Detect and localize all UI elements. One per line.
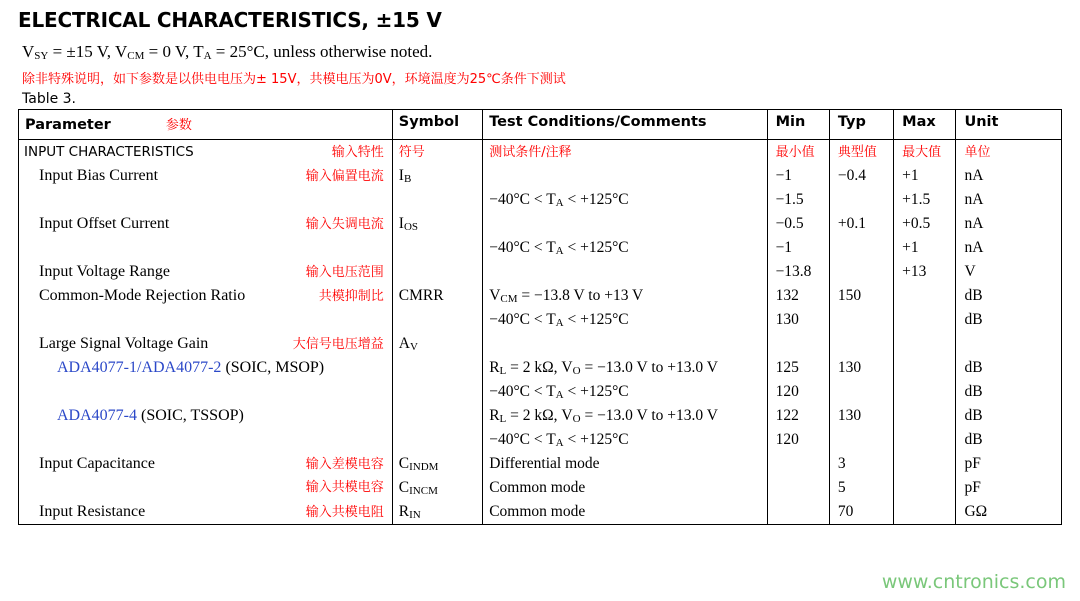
table-row-parameter [19,164,392,188]
parameter-column [19,140,393,525]
typ-value: 130 [837,407,862,424]
min-column [767,140,829,525]
table-row-min [768,476,829,500]
table-header-row [19,110,1062,140]
unit-value: nA [964,167,984,184]
table-row-symbol [393,476,482,500]
table-row-min [768,380,829,404]
min-value: 120 [775,383,799,400]
table-row-symbol [393,332,482,356]
table-row-conditions [483,164,766,188]
max-value: +1.5 [902,191,931,208]
table-row-max [894,332,955,356]
table-row-unit [956,500,1061,524]
parameter-label: Input Resistance [39,503,146,520]
test-conditions-line [22,42,1080,62]
specifications-table [18,109,1062,525]
symbol-value [393,239,399,256]
table-row-max [894,452,955,476]
parameter-label: ADA4077-1/ADA4077-2 (SOIC, MSOP) [57,359,325,376]
min-value: −1.5 [775,191,804,208]
table-row-conditions [483,236,766,260]
unit-value: dB [964,287,983,304]
unit-column [956,140,1062,525]
table-row-max [894,212,955,236]
parameter-label-cn: 输入电压范围 [305,265,384,280]
table-row-min [768,260,829,284]
parameter-label-cn: 输入共模电容 [305,480,384,495]
max-value: +13 [902,263,927,280]
table-row-unit [956,212,1061,236]
table-row-unit [956,164,1061,188]
symbol-value: CMRR [398,287,444,304]
unit-value: 单位 [964,145,991,160]
table-row-symbol [393,212,482,236]
conditions-text: VSY = ±15 V, VCM = 0 V, TA = 25°C, unless otherwise noted. [22,42,433,62]
unit-value: nA [964,215,984,232]
table-row-max [894,284,955,308]
max-value [894,335,902,352]
column-header-parameter [19,110,393,140]
column-header-min: Min [767,110,829,140]
table-row-conditions [483,212,766,236]
parameter-label: INPUT CHARACTERISTICS [24,144,194,160]
typ-value: 3 [837,455,846,472]
table-row-min [768,212,829,236]
table-row-parameter [19,452,392,476]
table-row-unit [956,236,1061,260]
max-value [894,359,902,376]
table-row-max [894,476,955,500]
symbol-value: IB [398,167,412,185]
unit-value: nA [964,239,984,256]
conditions-value: −40°C < TA < +125°C [489,239,629,257]
max-value: +0.5 [902,215,931,232]
table-row-unit [956,428,1061,452]
max-value [894,287,902,304]
typ-value: +0.1 [837,215,866,232]
typ-value [830,311,838,328]
max-value [894,479,902,496]
max-value [894,407,902,424]
table-row-symbol [393,140,482,164]
table-row-min [768,164,829,188]
parameter-label-cn: 输入特性 [331,145,384,160]
typ-value: 5 [837,479,846,496]
table-row-parameter [19,260,392,284]
table-row-symbol [393,308,482,332]
max-value: +1 [902,239,919,256]
conditions-value: −40°C < TA < +125°C [489,311,629,329]
min-value: 130 [775,311,799,328]
table-row-unit [956,452,1061,476]
symbol-value: AV [398,335,418,353]
table-row-typ [830,476,893,500]
table-row-typ [830,212,893,236]
table-row-conditions [483,308,766,332]
table-row-symbol [393,356,482,380]
table-row-typ [830,380,893,404]
table-row-unit [956,404,1061,428]
table-row-conditions [483,404,766,428]
parameter-label: Input Bias Current [39,167,159,184]
max-value: +1 [902,167,919,184]
table-row-unit [956,332,1061,356]
table-row-parameter [19,356,392,380]
table-row-conditions [483,284,766,308]
symbol-value: IOS [398,215,419,233]
table-row-symbol [393,284,482,308]
conditions-translation: 除非特殊说明，如下参数是以供电电压为± 15V，共模电压为0V，环境温度为25℃条件下测试 [22,72,566,87]
table-row-max [894,308,955,332]
table-row-min [768,428,829,452]
max-value [894,455,902,472]
table-row-conditions [483,476,766,500]
conditions-value [483,215,489,232]
conditions-column [483,140,767,525]
table-row-conditions [483,380,766,404]
min-value: 132 [775,287,799,304]
typ-value [830,335,838,352]
typ-value [830,239,838,256]
max-value [894,431,902,448]
table-row-typ [830,428,893,452]
table-row-conditions [483,332,766,356]
unit-value: dB [964,431,983,448]
conditions-value: −40°C < TA < +125°C [489,383,629,401]
table-row-symbol [393,404,482,428]
table-row-max [894,236,955,260]
symbol-value [393,383,399,400]
parameter-label: Input Voltage Range [39,263,170,280]
table-row-conditions [483,356,766,380]
table-row-typ [830,140,893,164]
document-page [0,8,1080,601]
parameter-label-cn: 输入失调电流 [305,217,384,232]
table-row-max [894,428,955,452]
table-row-parameter [19,188,392,212]
conditions-value: −40°C < TA < +125°C [489,191,629,209]
typ-value [830,263,838,280]
symbol-value [393,191,399,208]
page-title: ELECTRICAL CHARACTERISTICS, ±15 V [18,8,442,32]
table-row-max [894,164,955,188]
min-value: 120 [775,431,799,448]
table-row-typ [830,404,893,428]
table-row-symbol [393,188,482,212]
conditions-value: Differential mode [489,455,600,472]
table-row-symbol [393,452,482,476]
table-row-typ [830,308,893,332]
typ-value: 130 [837,359,862,376]
typ-value [830,383,838,400]
table-row-max [894,380,955,404]
parameter-label: Large Signal Voltage Gain [39,335,209,352]
column-header-conditions: Test Conditions/Comments [483,110,767,140]
table-row-typ [830,260,893,284]
max-value [894,311,902,328]
table-row-min [768,284,829,308]
symbol-value: CINDM [398,455,439,473]
table-row-parameter [19,500,392,524]
parameter-label-cn: 大信号电压增益 [292,337,384,352]
table-row-max [894,356,955,380]
conditions-value: RL = 2 kΩ, VO = −13.0 V to +13.0 V [489,359,718,377]
unit-value: V [964,263,976,280]
unit-value: pF [964,479,981,496]
table-row-conditions [483,188,766,212]
min-value [768,479,776,496]
table-row-typ [830,452,893,476]
table-row-conditions [483,260,766,284]
min-value: 最小值 [775,145,815,160]
conditions-value: Common mode [489,503,586,520]
unit-value: GΩ [964,503,988,520]
column-header-symbol: Symbol [392,110,482,140]
symbol-value [393,311,399,328]
table-row-max [894,188,955,212]
table-row-typ [830,356,893,380]
column-header-parameter-cn: 参数 [165,118,192,133]
table-row-min [768,356,829,380]
table-row-conditions [483,500,766,524]
table-row-symbol [393,164,482,188]
table-row-unit [956,140,1061,164]
unit-value: dB [964,359,983,376]
max-value: 最大值 [902,145,942,160]
parameter-label: Input Capacitance [39,455,155,472]
conditions-value: −40°C < TA < +125°C [489,431,629,449]
symbol-column [392,140,482,525]
unit-value: dB [964,383,983,400]
parameter-label-cn: 输入差模电容 [305,457,384,472]
table-row-max [894,260,955,284]
typ-value: 典型值 [837,145,877,160]
table-row-max [894,404,955,428]
table-row-parameter [19,332,392,356]
symbol-value: CINCM [398,479,438,497]
table-row-symbol [393,260,482,284]
table-row-unit [956,188,1061,212]
table-row-conditions [483,140,766,164]
table-row-min [768,236,829,260]
table-row-unit [956,356,1061,380]
table-row-min [768,500,829,524]
table-row-typ [830,164,893,188]
symbol-value [393,407,399,424]
parameter-label: Input Offset Current [39,215,170,232]
table-row-symbol [393,236,482,260]
unit-value: pF [964,455,981,472]
symbol-value: RIN [398,503,421,521]
min-value [768,455,776,472]
table-row-parameter [19,236,392,260]
table-row-min [768,332,829,356]
min-value: −1 [775,239,793,256]
parameter-label-cn: 输入偏置电流 [305,169,384,184]
typ-value: 150 [837,287,862,304]
typ-value [830,431,838,448]
min-value: −13.8 [775,263,812,280]
unit-value: dB [964,311,983,328]
unit-value: nA [964,191,984,208]
conditions-value: Common mode [489,479,586,496]
table-row-min [768,452,829,476]
table-row-parameter [19,284,392,308]
table-row-typ [830,284,893,308]
column-header-typ: Typ [829,110,893,140]
min-value [768,335,776,352]
table-body [19,140,1062,525]
table-row-parameter [19,308,392,332]
column-header-parameter-label: Parameter [25,117,111,133]
column-header-unit: Unit [956,110,1062,140]
table-row-min [768,188,829,212]
max-value [894,383,902,400]
conditions-value [483,167,489,184]
table-row-symbol [393,380,482,404]
parameter-label-cn: 共模抑制比 [318,289,384,304]
conditions-value [483,263,489,280]
table-row-typ [830,188,893,212]
max-column [894,140,956,525]
table-row-parameter [19,140,392,164]
min-value: 125 [775,359,799,376]
column-header-max: Max [894,110,956,140]
table-row-symbol [393,428,482,452]
table-row-conditions [483,428,766,452]
min-value: 122 [775,407,799,424]
table-row-unit [956,260,1061,284]
unit-value [956,335,964,352]
unit-value: dB [964,407,983,424]
symbol-value [393,263,399,280]
table-row-parameter [19,476,392,500]
parameter-label: ADA4077-4 (SOIC, TSSOP) [57,407,244,424]
parameter-label: Common-Mode Rejection Ratio [39,287,246,304]
parameter-label-cn: 输入共模电阻 [305,505,384,520]
conditions-value: RL = 2 kΩ, VO = −13.0 V to +13.0 V [489,407,718,425]
symbol-value [393,359,399,376]
table-row-parameter [19,428,392,452]
table-row-typ [830,332,893,356]
table-row-symbol [393,500,482,524]
min-value: −1 [775,167,793,184]
watermark: www.cntronics.com [881,571,1066,593]
min-value [768,503,776,520]
typ-value: −0.4 [837,167,866,184]
typ-column [829,140,893,525]
conditions-value [483,335,489,352]
table-caption: Table 3. [22,91,77,107]
max-value [894,503,902,520]
table-row-parameter [19,212,392,236]
table-row-unit [956,284,1061,308]
min-value: −0.5 [775,215,804,232]
table-row-typ [830,500,893,524]
table-row-unit [956,476,1061,500]
table-row-conditions [483,452,766,476]
table-row-unit [956,308,1061,332]
table-row-max [894,140,955,164]
typ-value [830,191,838,208]
table-row-typ [830,236,893,260]
table-row-max [894,500,955,524]
table-row-min [768,140,829,164]
conditions-value: VCM = −13.8 V to +13 V [489,287,644,305]
symbol-value [393,431,399,448]
table-row-min [768,404,829,428]
table-row-parameter [19,404,392,428]
table-row-min [768,308,829,332]
typ-value: 70 [837,503,854,520]
table-row-parameter [19,380,392,404]
symbol-value: 符号 [398,145,425,160]
table-row-unit [956,380,1061,404]
conditions-value: 测试条件/注释 [489,145,572,160]
